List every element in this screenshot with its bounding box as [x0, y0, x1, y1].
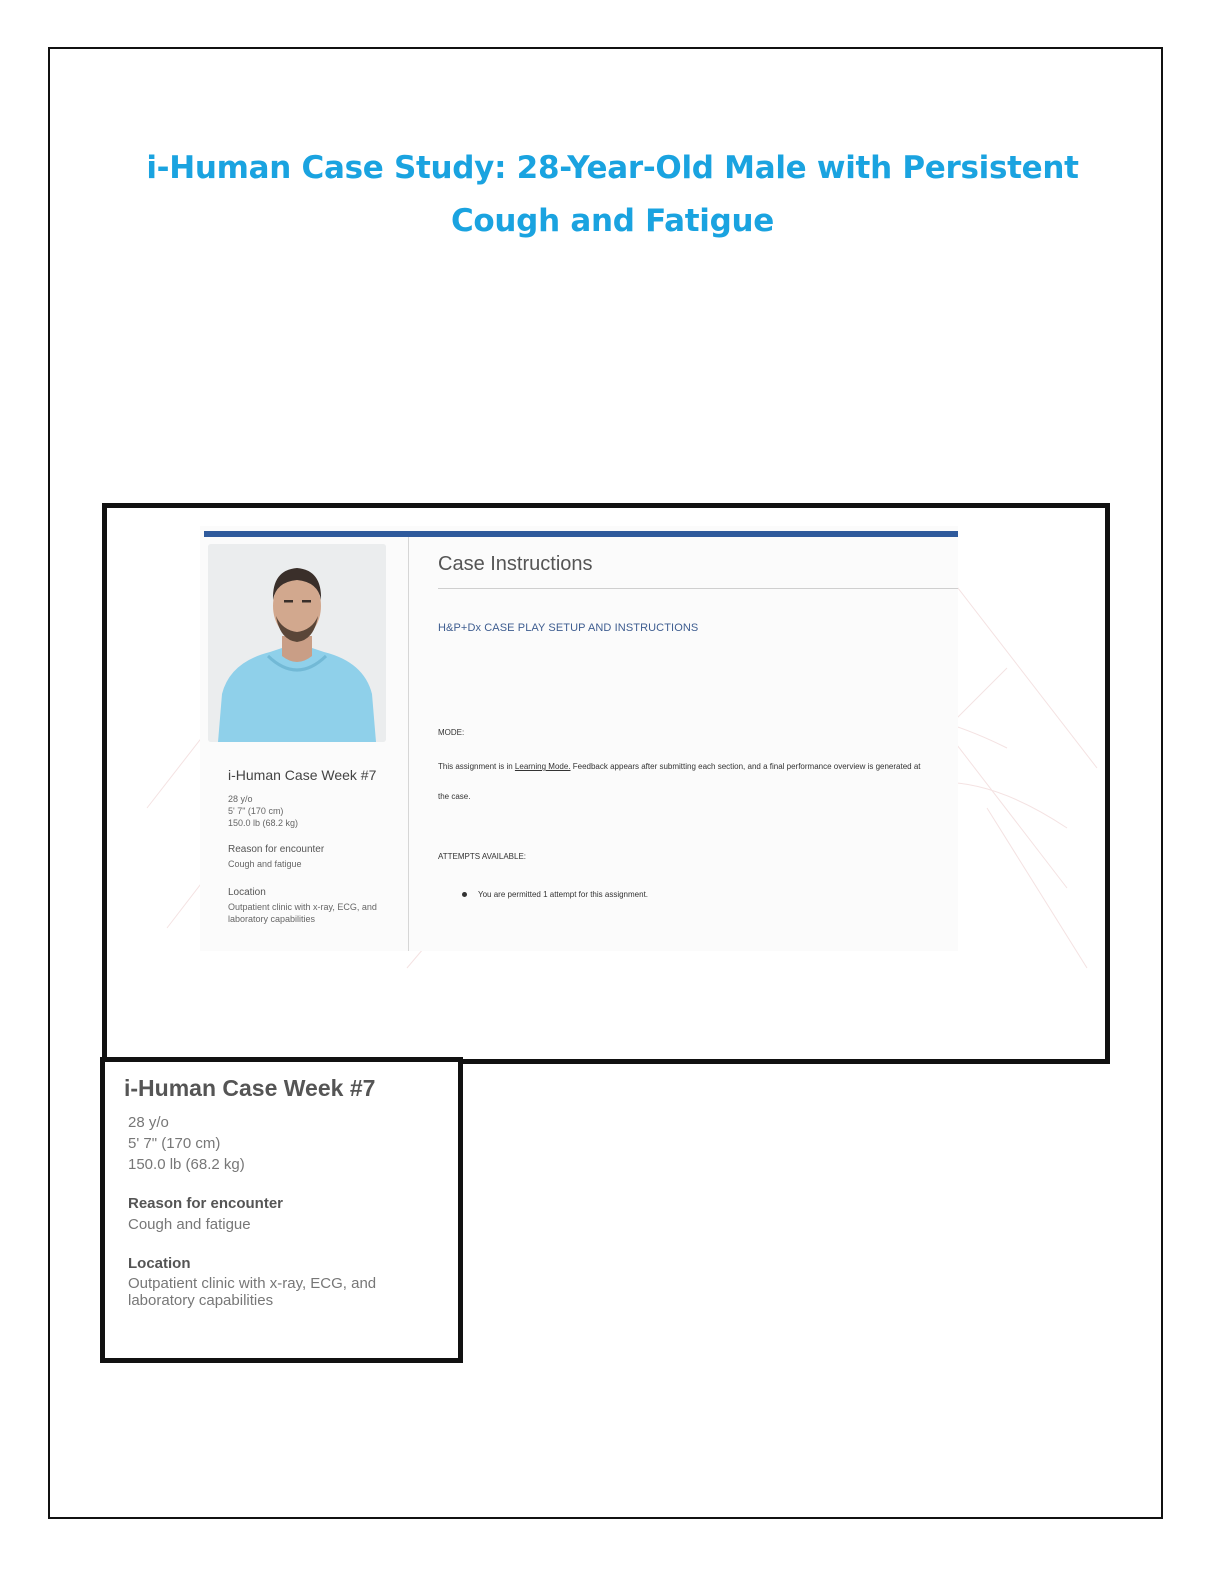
mode-text-pre: This assignment is in: [438, 762, 515, 771]
instructions-heading: H&P+Dx CASE PLAY SETUP AND INSTRUCTIONS: [438, 622, 699, 634]
zoom-height: 5' 7" (170 cm): [128, 1135, 221, 1152]
patient-avatar: [208, 544, 386, 742]
patient-avatar-image: [208, 544, 386, 742]
reason-value: Cough and fatigue: [228, 859, 302, 869]
reason-label: Reason for encounter: [228, 844, 325, 855]
zoom-location-line2: laboratory capabilities: [128, 1292, 274, 1309]
learning-mode-link[interactable]: Learning Mode.: [514, 762, 571, 771]
mode-text-post: Feedback appears after submitting each section, and a final performance overview is generated at: [570, 762, 921, 771]
case-name: i-Human Case Week #7: [228, 767, 377, 783]
zoom-weight: 150.0 lb (68.2 kg): [128, 1156, 245, 1173]
mode-label: MODE:: [438, 728, 465, 737]
zoomed-patient-info: [100, 1057, 463, 1363]
document-title: i-Human Case Study: 28-Year-Old Male with Persistent Cough and Fatigue: [146, 150, 1079, 239]
mode-text-line2: the case.: [438, 792, 471, 801]
zoom-reason-value: Cough and fatigue: [128, 1216, 251, 1233]
zoom-location-label: Location: [128, 1255, 191, 1272]
zoom-location-line1: Outpatient clinic with x-ray, ECG, and: [128, 1275, 377, 1292]
bullet-icon: [462, 892, 467, 897]
location-value-line1: Outpatient clinic with x-ray, ECG, and: [228, 902, 377, 912]
zoom-age: 28 y/o: [128, 1114, 169, 1131]
patient-age: 28 y/o: [228, 794, 253, 804]
case-app-window: [200, 526, 958, 951]
patient-weight: 150.0 lb (68.2 kg): [228, 818, 299, 828]
patient-panel: [204, 537, 409, 951]
screenshot-frame: [102, 503, 1110, 1064]
instructions-title: Case Instructions: [438, 553, 593, 575]
location-label: Location: [228, 887, 266, 898]
zoom-case-name: i-Human Case Week #7: [124, 1075, 376, 1101]
zoom-reason-label: Reason for encounter: [128, 1195, 284, 1212]
instructions-panel: [438, 537, 958, 951]
mode-text: [438, 762, 921, 771]
location-value-line2: laboratory capabilities: [228, 914, 316, 924]
attempts-bullet-text: You are permitted 1 attempt for this assignment.: [478, 890, 649, 899]
title-divider: [438, 588, 958, 589]
attempts-label: ATTEMPTS AVAILABLE:: [438, 852, 527, 861]
patient-height: 5' 7" (170 cm): [228, 806, 284, 816]
